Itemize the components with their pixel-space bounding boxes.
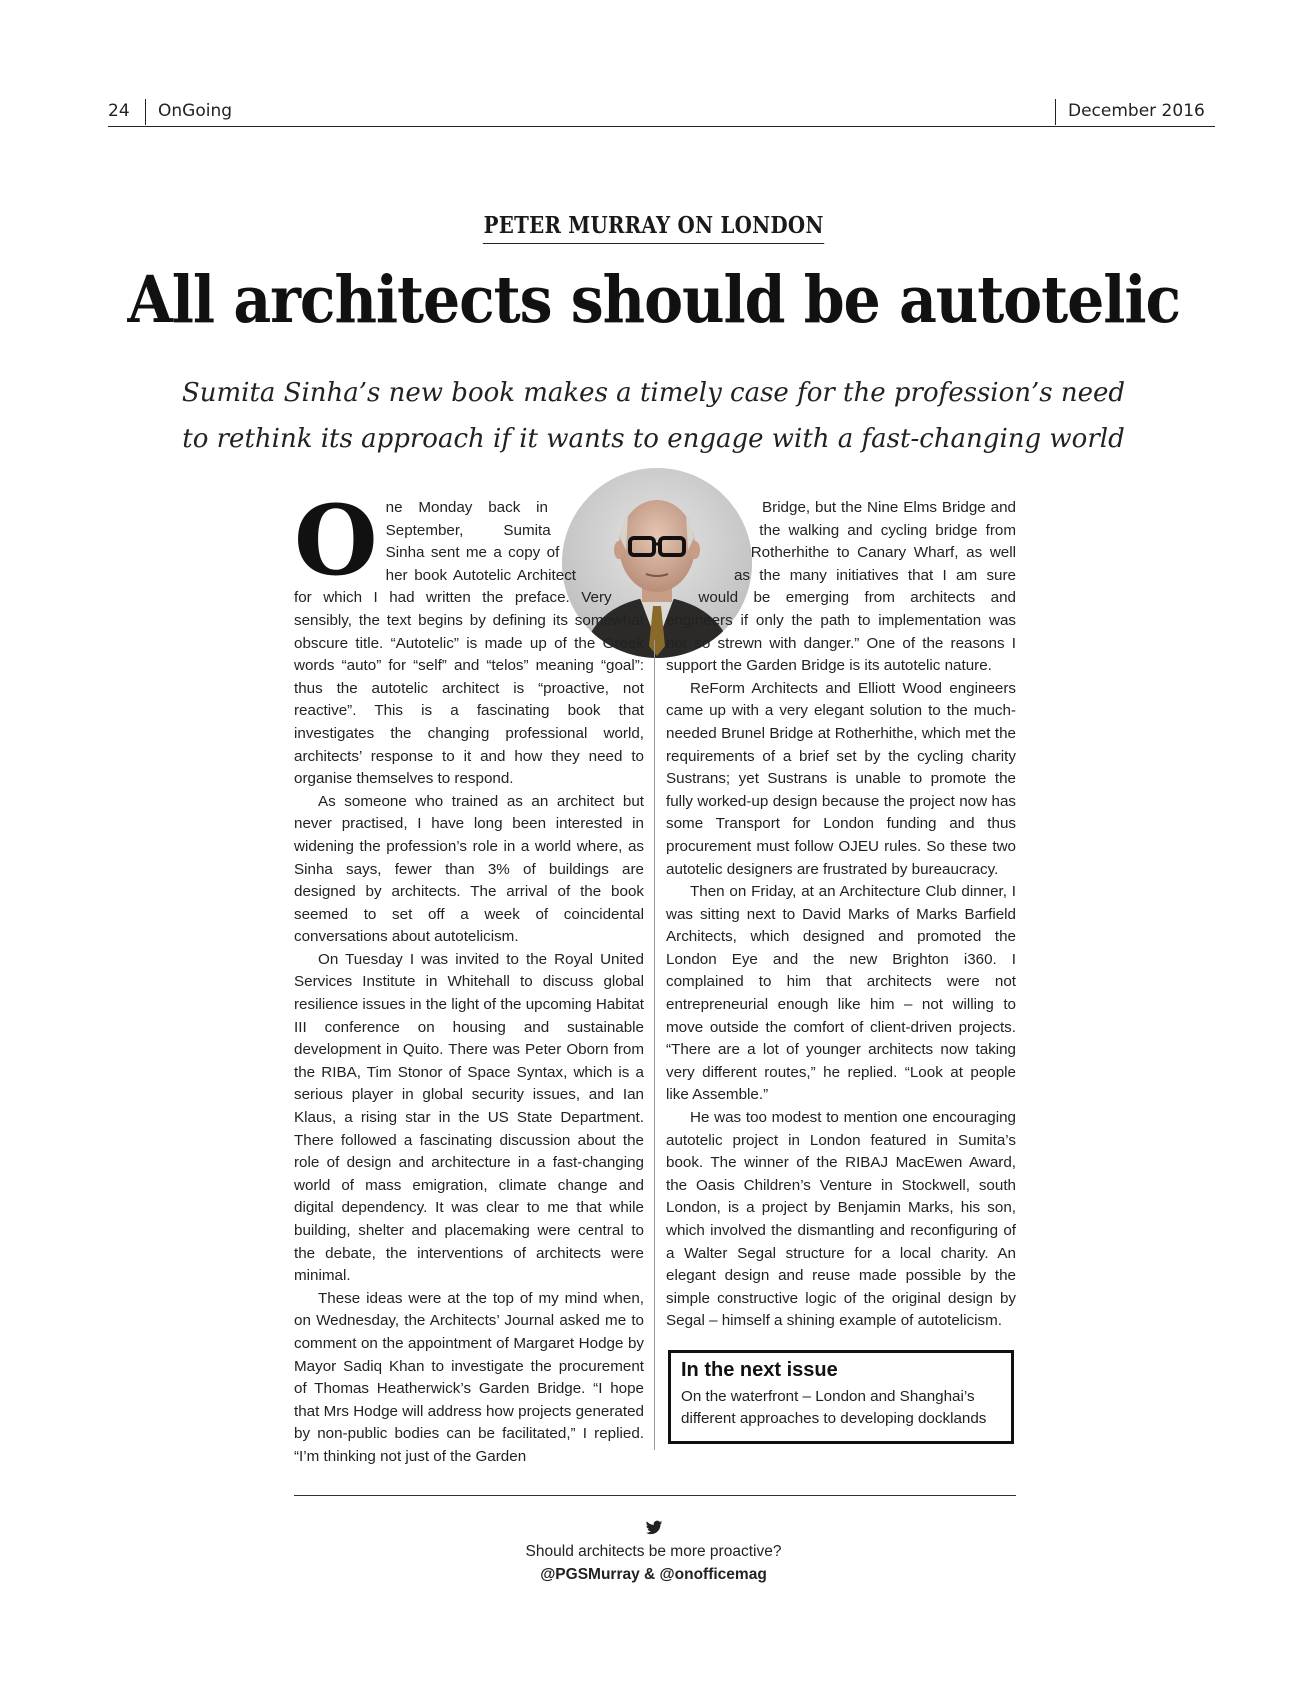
body-paragraph: ReForm Architects and Elliott Wood engineers came up with a very elegant solution to the much-needed Brunel Bridge at Rotherhithe, which met the requirements of a brief set by the cycling charity Sustrans; yet Sustrans is unable to promote the fully worked-up design because the project now has some Transport for London funding and thus procurement must follow OJEU rules. So these two autotelic designers are frustrated by bureaucracy.: [666, 679, 1016, 878]
page-number: 24: [108, 101, 130, 121]
footer-rule: [294, 1495, 1016, 1496]
section-name: OnGoing: [158, 101, 233, 121]
body-column-left: [294, 484, 644, 1469]
standfirst: [0, 370, 1307, 462]
header-divider: [1055, 99, 1056, 125]
body-paragraph: ne Monday back in September, Sumita Sinha sent me a copy of her book Autotelic Architect for which I had written the preface. Very sensibly, the text begins by defining its somewhat obscure title. “Autotelic” is made up of the Greek words “auto” for “self” and “telos” meaning “goal”: thus the autotelic architect is “proactive, not reactive”. This is a fascinating book that investigates the changing professional world, architects’ response to it and how they need to organise themselves to respond.: [294, 499, 644, 788]
column-divider: [654, 640, 655, 1450]
footer-question: Should architects be more proactive?: [525, 1543, 782, 1560]
header-rule: [108, 126, 1215, 127]
body-paragraph: He was too modest to mention one encouraging autotelic project in London featured in Sumita’s book. The winner of the RIBAJ MacEwen Award, the Oasis Children’s Venture in Stockwell, south London, is a project by Benjamin Marks, his son, which involved the dismantling and reconfiguring of a Walter Segal structure for a local charity. An elegant design and reuse made possible by the simple constructive logic of the original design by Segal – himself a shining example of autotelicism.: [666, 1109, 1016, 1330]
issue-date: December 2016: [1068, 101, 1205, 121]
title-text: All architects should be autotelic: [127, 262, 1180, 338]
drop-cap: O: [294, 484, 378, 597]
footer-handles: @PGSMurray & @onofficemag: [540, 1566, 767, 1583]
body-paragraph: As someone who trained as an architect but never practised, I have long been interested in widening the profession’s role in a world where, as Sinha says, fewer than 3% of buildings are designed by architects. The arrival of the book seemed to set off a week of coincidental conversations about autotelicism.: [294, 792, 644, 946]
twitter-bird-icon: [645, 1520, 663, 1536]
next-issue-heading: In the next issue: [681, 1359, 838, 1381]
column-kicker: [0, 212, 1307, 244]
article-title: [0, 262, 1307, 338]
kicker-text: PETER MURRAY ON LONDON: [483, 212, 825, 244]
body-paragraph: These ideas were at the top of my mind when, on Wednesday, the Architects’ Journal asked me to comment on the appointment of Margaret Hodge by Mayor Sadiq Khan to investigate the procurement of Thomas Heatherwick’s Garden Bridge. “I hope that Mrs Hodge will address how projects generated by non-public bodies can be facilitated,” I replied. “I’m thinking not just of the Garden: [294, 1289, 644, 1465]
body-column-right: [666, 497, 1016, 1333]
body-paragraph: Then on Friday, at an Architecture Club dinner, I was sitting next to David Marks of Marks Barfield Architects, which designed and promoted the London Eye and the new Brighton i360. I complained to him that architects were not entrepreneurial enough like him – not willing to move outside the comfort of client-driven projects. “There are a lot of younger architects now taking very different routes,” he replied. “Look at people like Assemble.”: [666, 883, 1016, 1104]
next-issue-line: On the waterfront – London and Shanghai’s: [681, 1388, 975, 1405]
standfirst-line: Sumita Sinha’s new book makes a timely case for the profession’s need: [181, 378, 1126, 408]
standfirst-line: to rethink its approach if it wants to engage with a fast-changing world: [182, 424, 1125, 454]
next-issue-box: [668, 1350, 1014, 1444]
body-paragraph: Bridge, but the Nine Elms Bridge and the walking and cycling bridge from Rotherhithe to Canary Wharf, as well as the many initiatives that I am sure would be emerging from architects and engineers if only the path to implementation was not so strewn with danger.” One of the reasons I support the Garden Bridge is its autotelic nature.: [666, 499, 1016, 675]
body-paragraph: On Tuesday I was invited to the Royal United Services Institute in Whitehall to discuss global resilience issues in the light of the upcoming Habitat III conference on housing and sustainable development in Quito. There was Peter Oborn from the RIBA, Tim Stonor of Space Syntax, which is a serious player in global security issues, and Ian Klaus, a rising star in the US State Department. There followed a fascinating discussion about the role of design and architecture in a fast-changing world of mass emigration, climate change and digital dependency. It was clear to me that while building, shelter and placemaking were central to the debate, the interventions of architects were minimal.: [294, 950, 644, 1285]
next-issue-line: different approaches to developing docklands: [681, 1410, 987, 1427]
header-divider: [145, 99, 146, 125]
